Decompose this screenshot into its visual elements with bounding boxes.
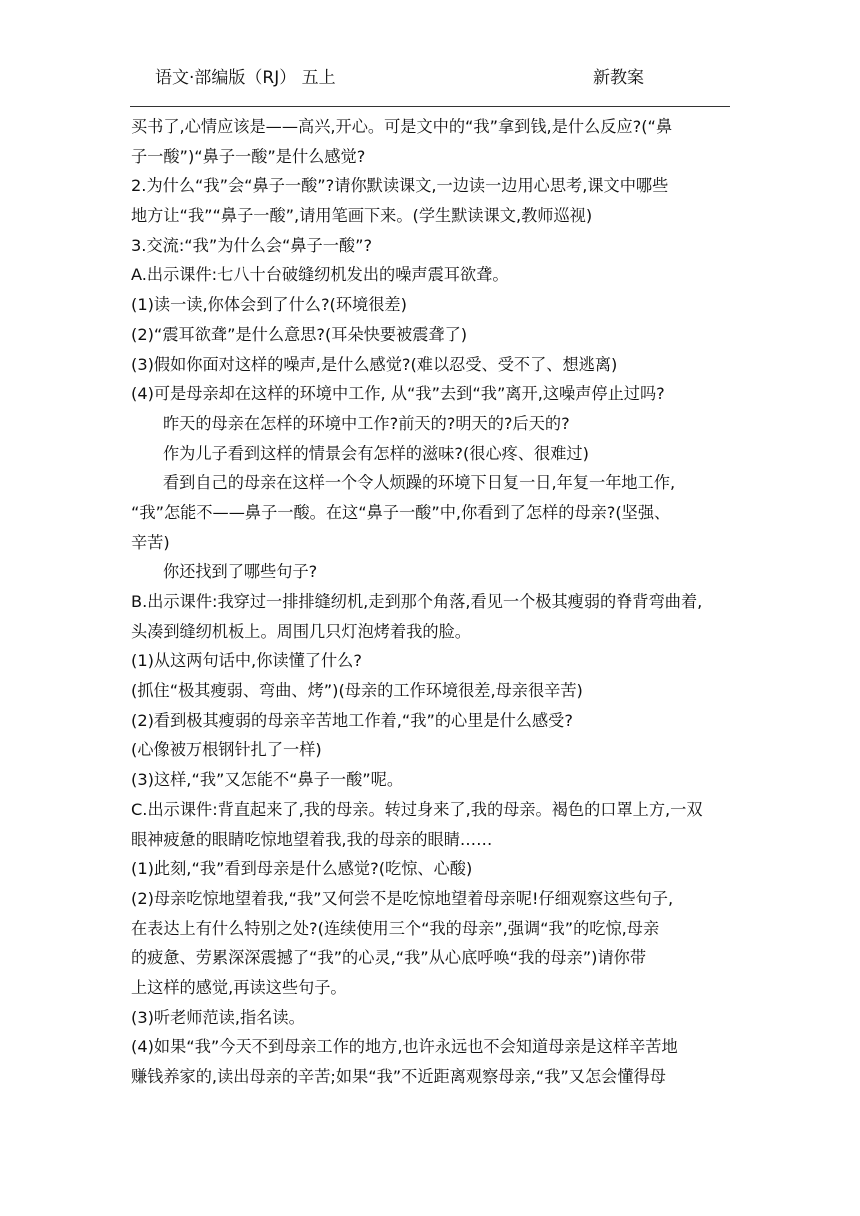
text-line: 3.交流:“我”为什么会“鼻子一酸”? — [131, 235, 373, 255]
header-doc-type: 新教案 — [593, 68, 644, 88]
text-line: 买书了,心情应该是——高兴,开心。可是文中的“我”拿到钱,是什么反应?(“鼻 — [131, 117, 673, 136]
text-line: 辛苦) — [131, 532, 170, 552]
text-line: (4)可是母亲却在这样的环境中工作, 从“我”去到“我”离开,这噪声停止过吗? — [131, 384, 665, 404]
text-line: A.出示课件:七八十台破缝纫机发出的噪声震耳欲聋。 — [131, 265, 509, 285]
text-line: (1)此刻,“我”看到母亲是什么感觉?(吃惊、心酸) — [131, 859, 473, 879]
text-line: 的疲惫、劳累深深震撼了“我”的心灵,“我”从心底呼唤“我的母亲”)请你带 — [131, 948, 647, 968]
lesson-body — [131, 112, 731, 1092]
text-line: 看到自己的母亲在这样一个令人烦躁的环境下日复一日,年复一年地工作, — [163, 473, 676, 493]
text-line: (3)听老师范读,指名读。 — [131, 1007, 305, 1027]
text-line: 你还找到了哪些句子? — [163, 562, 318, 582]
text-line: (1)读一读,你体会到了什么?(环境很差) — [131, 295, 407, 315]
text-line: 昨天的母亲在怎样的环境中工作?前天的?明天的?后天的? — [163, 413, 570, 433]
header-subject-edition: 语文·部编版（RJ） 五上 — [155, 68, 336, 88]
text-line: 子一酸”)“鼻子一酸”是什么感觉? — [131, 146, 366, 166]
text-line: (1)从这两句话中,你读懂了什么? — [131, 651, 362, 671]
text-line: 作为儿子看到这样的情景会有怎样的滋味?(很心疼、很难过) — [163, 443, 589, 463]
text-line: (2)“震耳欲聋”是什么意思?(耳朵快要被震聋了) — [131, 324, 468, 344]
text-line: (4)如果“我”今天不到母亲工作的地方,也许永远也不会知道母亲是这样辛苦地 — [131, 1037, 678, 1057]
text-line: 头凑到缝纫机板上。周围几只灯泡烤着我的脸。 — [131, 621, 471, 641]
text-line: B.出示课件:我穿过一排排缝纫机,走到那个角落,看见一个极其瘦弱的脊背弯曲着, — [131, 592, 703, 611]
text-line: (心像被万根钢针扎了一样) — [131, 740, 322, 760]
text-line: 2.为什么“我”会“鼻子一酸”?请你默读课文,一边读一边用心思考,课文中哪些 — [131, 176, 669, 196]
text-line: 赚钱养家的,读出母亲的辛苦;如果“我”不近距离观察母亲,“我”又怎会懂得母 — [131, 1067, 666, 1086]
text-line: (3)假如你面对这样的噪声,是什么感觉?(难以忍受、受不了、想逃离) — [131, 354, 618, 374]
text-line: (2)看到极其瘦弱的母亲辛苦地工作着,“我”的心里是什么感受? — [131, 710, 573, 730]
text-line: 在表达上有什么特别之处?(连续使用三个“我的母亲”,强调“我”的吃惊,母亲 — [131, 918, 660, 938]
text-line: “我”怎能不——鼻子一酸。在这“鼻子一酸”中,你看到了怎样的母亲?(坚强、 — [131, 502, 671, 522]
text-line: (2)母亲吃惊地望着我,“我”又何尝不是吃惊地望着母亲呢!仔细观察这些句子, — [131, 888, 674, 908]
text-line: 地方让“我”“鼻子一酸”,请用笔画下来。(学生默读课文,教师巡视) — [131, 206, 593, 226]
text-line: C.出示课件:背直起来了,我的母亲。转过身来了,我的母亲。褐色的口罩上方,一双 — [131, 799, 703, 819]
text-line: 上这样的感觉,再读这些句子。 — [131, 977, 347, 997]
text-line: (抓住“极其瘦弱、弯曲、烤”)(母亲的工作环境很差,母亲很辛苦) — [131, 681, 583, 701]
header-divider — [130, 106, 730, 107]
text-line: (3)这样,“我”又怎能不“鼻子一酸”呢。 — [131, 770, 404, 790]
text-line: 眼神疲惫的眼睛吃惊地望着我,我的母亲的眼睛…… — [131, 829, 493, 849]
